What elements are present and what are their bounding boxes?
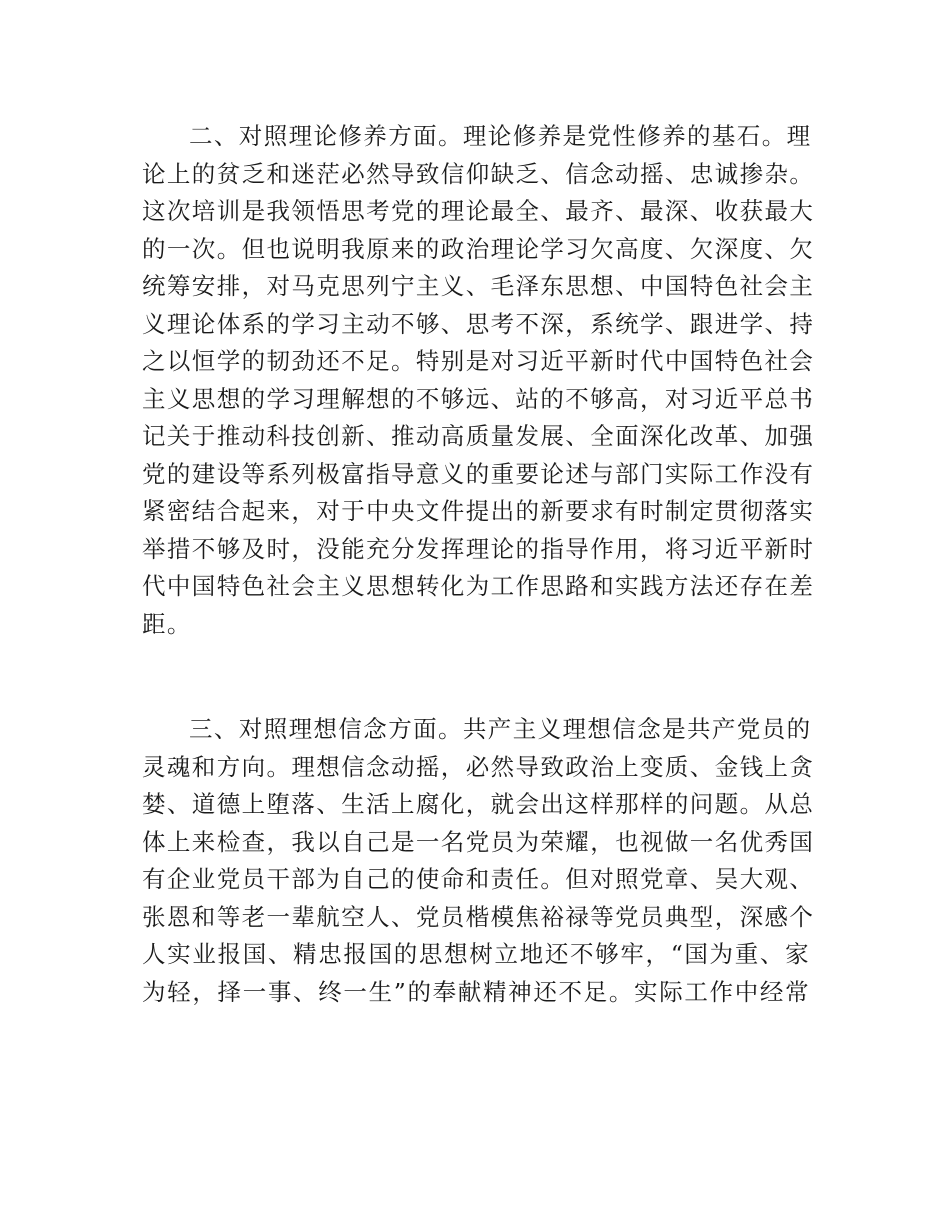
text-line: 举措不够及时，没能充分发挥理论的指导作用，将习近平新时 <box>142 534 815 563</box>
text-line: 代中国特色社会主义思想转化为工作思路和实践方法还存在差 <box>142 572 815 600</box>
text-line: 婪、道德上堕落、生活上腐化，就会出这样那样的问题。从总 <box>142 790 815 818</box>
text-line: 人实业报国、精忠报国的思想树立地还不够牢，“国为重、家 <box>142 940 810 968</box>
text-line: 有企业党员干部为自己的使命和责任。但对照党章、吴大观、 <box>142 865 815 893</box>
text-line: 灵魂和方向。理想信念动摇，必然导致政治上变质、金钱上贪 <box>142 752 815 781</box>
text-line: 紧密结合起来，对于中央文件提出的新要求有时制定贯彻落实 <box>142 497 815 525</box>
paragraph-theory-cultivation <box>142 118 815 643</box>
text-line: 义理论体系的学习主动不够、思考不深，系统学、跟进学、持 <box>142 309 815 338</box>
text-line: 主义思想的学习理解想的不够远、站的不够高，对习近平总书 <box>142 384 815 413</box>
paragraph-ideals-beliefs <box>142 711 815 1011</box>
text-line: 统筹安排，对马克思列宁主义、毛泽东思想、中国特色社会主 <box>142 272 815 300</box>
text-line: 这次培训是我领悟思考党的理论最全、最齐、最深、收获最大 <box>142 197 815 225</box>
text-line: 之以恒学的韧劲还不足。特别是对习近平新时代中国特色社会 <box>142 347 815 375</box>
text-line: 记关于推动科技创新、推动高质量发展、全面深化改革、加强 <box>142 422 815 450</box>
text-line: 二、对照理论修养方面。理论修养是党性修养的基石。理 <box>189 122 812 150</box>
text-line: 的一次。但也说明我原来的政治理论学习欠高度、欠深度、欠 <box>142 234 815 263</box>
text-line: 论上的贫乏和迷茫必然导致信仰缺乏、信念动摇、忠诚掺杂。 <box>142 159 815 188</box>
text-line: 距。 <box>142 609 192 638</box>
text-line: 三、对照理想信念方面。共产主义理想信念是共产党员的 <box>189 715 812 743</box>
text-line: 体上来检查，我以自己是一名党员为荣耀，也视做一名优秀国 <box>142 827 815 856</box>
text-line: 张恩和等老一辈航空人、党员楷模焦裕禄等党员典型，深感个 <box>142 902 815 931</box>
text-line: 党的建设等系列极富指导意义的重要论述与部门实际工作没有 <box>142 459 815 488</box>
text-line: 为轻，择一事、终一生”的奉献精神还不足。实际工作中经常 <box>142 977 810 1006</box>
